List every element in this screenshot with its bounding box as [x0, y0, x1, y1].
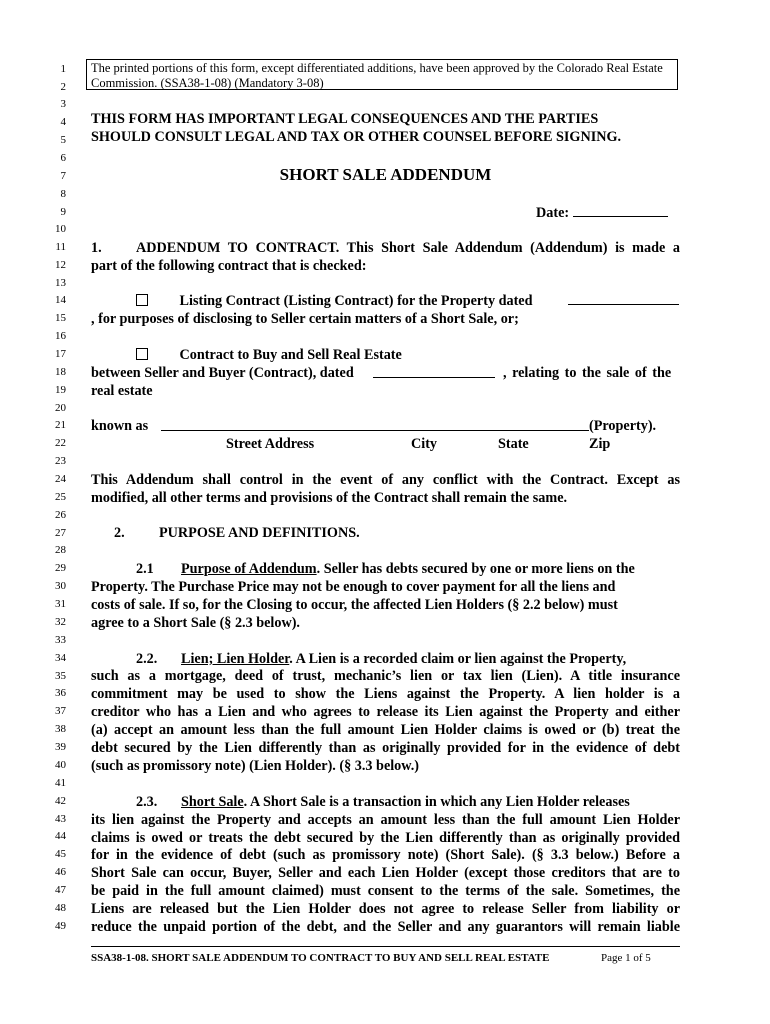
section-1-line-2: part of the following contract that is checked: — [91, 258, 367, 274]
section-2-2-line-6: debt secured by the Lien differently than as originally provided for in the evidence of debt — [91, 740, 680, 756]
control-line-1: This Addendum shall control in the event of any conflict with the Contract. Except as — [91, 472, 680, 488]
section-2-1-line-1-text: . Seller has debts secured by one or more liens on the — [316, 561, 635, 577]
contract-to-buy-line-2b: , relating to the sale of the — [503, 365, 672, 381]
listing-contract-label: Listing Contract (Listing Contract) for the Property dated — [179, 293, 533, 309]
line-number: 7 — [60, 170, 66, 182]
line-number: 8 — [60, 188, 66, 200]
footer-form-title: SSA38-1-08. SHORT SALE ADDENDUM TO CONTRACT TO BUY AND SELL REAL ESTATE — [91, 952, 550, 964]
line-number: 15 — [55, 312, 66, 324]
line-number: 30 — [55, 580, 66, 592]
section-2-3-line-1 — [181, 793, 630, 811]
listing-contract-option — [136, 292, 532, 310]
notice-line-1: The printed portions of this form, except differentiated additions, have been approved by the Colorado Real Estate — [91, 61, 663, 75]
section-2-3-line-4: for in the evidence of debt (such as promissory note) (Short Sale). (§ 3.3 below.) Before a — [91, 847, 680, 863]
control-line-2: modified, all other terms and provisions of the Contract shall remain the same. — [91, 490, 568, 506]
section-2-2-line-1 — [181, 650, 626, 668]
listing-contract-date-blank[interactable] — [568, 304, 679, 305]
date-blank[interactable] — [573, 204, 668, 217]
line-number: 44 — [55, 830, 66, 842]
legal-warning-line-1: THIS FORM HAS IMPORTANT LEGAL CONSEQUENCES AND THE PARTIES — [91, 111, 599, 127]
section-2-3-line-7: Liens are released but the Lien Holder does not agree to release Seller from liability or — [91, 901, 680, 917]
line-number: 23 — [55, 455, 66, 467]
state-caption: State — [498, 436, 529, 452]
footer-page-number: Page 1 of 5 — [601, 952, 651, 964]
contract-to-buy-checkbox[interactable] — [136, 348, 148, 360]
section-2-1-line-2: Property. The Purchase Price may not be enough to cover payment for all the liens and — [91, 579, 616, 595]
section-2-heading: PURPOSE AND DEFINITIONS. — [159, 525, 360, 541]
line-number: 34 — [55, 652, 66, 664]
line-number: 35 — [55, 670, 66, 682]
section-2-3-line-1-text: . A Short Sale is a transaction in which any Lien Holder releases — [243, 794, 630, 810]
zip-caption: Zip — [589, 436, 611, 452]
line-number: 32 — [55, 616, 66, 628]
section-2-1-line-3: costs of sale. If so, for the Closing to occur, the affected Lien Holders (§ 2.2 below) must — [91, 597, 618, 613]
contract-to-buy-label: Contract to Buy and Sell Real Estate — [179, 347, 402, 363]
line-number: 42 — [55, 795, 66, 807]
line-number: 47 — [55, 884, 66, 896]
section-2-3-line-3: claims is owed or treats the debt secured by the Lien differently than as originally provided — [91, 830, 680, 846]
section-2-2-title: Lien; Lien Holder — [181, 651, 290, 667]
contract-to-buy-line-3: real estate — [91, 383, 153, 399]
section-1-number: 1. — [91, 240, 102, 256]
line-number: 3 — [60, 98, 66, 110]
known-as-label: known as — [91, 418, 149, 434]
contract-to-buy-option — [136, 346, 402, 364]
line-number: 40 — [55, 759, 66, 771]
line-number: 48 — [55, 902, 66, 914]
footer-divider — [91, 946, 680, 947]
notice-line-2: Commission. (SSA38-1-08) (Mandatory 3-08) — [91, 76, 324, 90]
section-2-2-line-7: (such as promissory note) (Lien Holder). (§ 3.3 below.) — [91, 758, 420, 774]
line-number: 39 — [55, 741, 66, 753]
approval-notice — [86, 59, 678, 90]
section-2-1-line-1 — [181, 560, 635, 578]
line-number: 27 — [55, 527, 66, 539]
line-number: 19 — [55, 384, 66, 396]
city-caption: City — [411, 436, 438, 452]
section-2-3-line-2: its lien against the Property and accepts an amount less than the full amount Lien Holder — [91, 812, 680, 828]
line-number: 28 — [55, 544, 66, 556]
section-2-1-title: Purpose of Addendum — [181, 561, 317, 577]
line-number: 20 — [55, 402, 66, 414]
legal-warning-line-2: SHOULD CONSULT LEGAL AND TAX OR OTHER COUNSEL BEFORE SIGNING. — [91, 129, 622, 145]
line-number: 1 — [60, 63, 66, 75]
section-2-3-title: Short Sale — [181, 794, 244, 810]
contract-to-buy-line-2a: between Seller and Buyer (Contract), dated — [91, 365, 354, 381]
line-number: 29 — [55, 562, 66, 574]
line-number: 21 — [55, 419, 66, 431]
property-label: (Property). — [589, 418, 657, 434]
street-address-caption: Street Address — [226, 436, 315, 452]
section-2-2-line-2: such as a mortgage, deed of trust, mechanic’s lien or tax lien (Lien). A title insurance — [91, 668, 680, 684]
line-number: 36 — [55, 687, 66, 699]
line-number: 17 — [55, 348, 66, 360]
property-address-blank[interactable] — [161, 430, 589, 431]
document-title: SHORT SALE ADDENDUM — [279, 165, 492, 184]
section-2-2-line-3: commitment may be used to show the Liens against the Property. A lien holder is a — [91, 686, 680, 702]
line-number: 49 — [55, 920, 66, 932]
section-2-2-number: 2.2. — [136, 651, 158, 667]
contract-date-blank[interactable] — [373, 377, 495, 378]
line-number: 37 — [55, 705, 66, 717]
section-2-3-line-6: be paid in the full amount claimed) must consent to the terms of the sale. Sometimes, the — [91, 883, 680, 899]
section-2-2-line-5: (a) accept an amount less than the full amount Lien Holder claims is owed or (b) treat the — [91, 722, 680, 738]
section-2-1-number: 2.1 — [136, 561, 154, 577]
line-number: 12 — [55, 259, 66, 271]
line-number: 33 — [55, 634, 66, 646]
line-number: 31 — [55, 598, 66, 610]
date-field — [536, 204, 668, 222]
section-2-2-line-1-text: . A Lien is a recorded claim or lien against the Property, — [289, 651, 627, 667]
line-number: 45 — [55, 848, 66, 860]
date-label: Date: — [536, 205, 570, 221]
line-number: 10 — [55, 223, 66, 235]
line-number: 13 — [55, 277, 66, 289]
section-1-line-1: ADDENDUM TO CONTRACT. This Short Sale Addendum (Addendum) is made a — [136, 240, 680, 256]
line-number: 16 — [55, 330, 66, 342]
listing-contract-line-2: , for purposes of disclosing to Seller certain matters of a Short Sale, or; — [91, 311, 519, 327]
line-number: 4 — [60, 116, 66, 128]
section-2-3-line-5: Short Sale can occur, Buyer, Seller and each Lien Holder (except those creditors that are to — [91, 865, 680, 881]
section-2-1-line-4: agree to a Short Sale (§ 2.3 below). — [91, 615, 300, 631]
line-number: 25 — [55, 491, 66, 503]
line-number: 18 — [55, 366, 66, 378]
line-number: 46 — [55, 866, 66, 878]
line-number: 26 — [55, 509, 66, 521]
section-2-number: 2. — [114, 525, 125, 541]
line-number: 14 — [55, 294, 66, 306]
listing-contract-checkbox[interactable] — [136, 294, 148, 306]
line-number: 43 — [55, 813, 66, 825]
line-number: 9 — [60, 206, 66, 218]
section-2-3-line-8: reduce the unpaid portion of the debt, and the Seller and any guarantors will remain liable — [91, 919, 680, 935]
line-number: 5 — [60, 134, 66, 146]
line-number: 41 — [55, 777, 66, 789]
line-number: 6 — [60, 152, 66, 164]
line-number: 2 — [60, 81, 66, 93]
line-number: 38 — [55, 723, 66, 735]
line-number: 11 — [55, 241, 66, 253]
section-2-2-line-4: creditor who has a Lien and who agrees to release its Lien against the Property and either — [91, 704, 680, 720]
line-number: 22 — [55, 437, 66, 449]
line-number: 24 — [55, 473, 66, 485]
section-2-3-number: 2.3. — [136, 794, 158, 810]
